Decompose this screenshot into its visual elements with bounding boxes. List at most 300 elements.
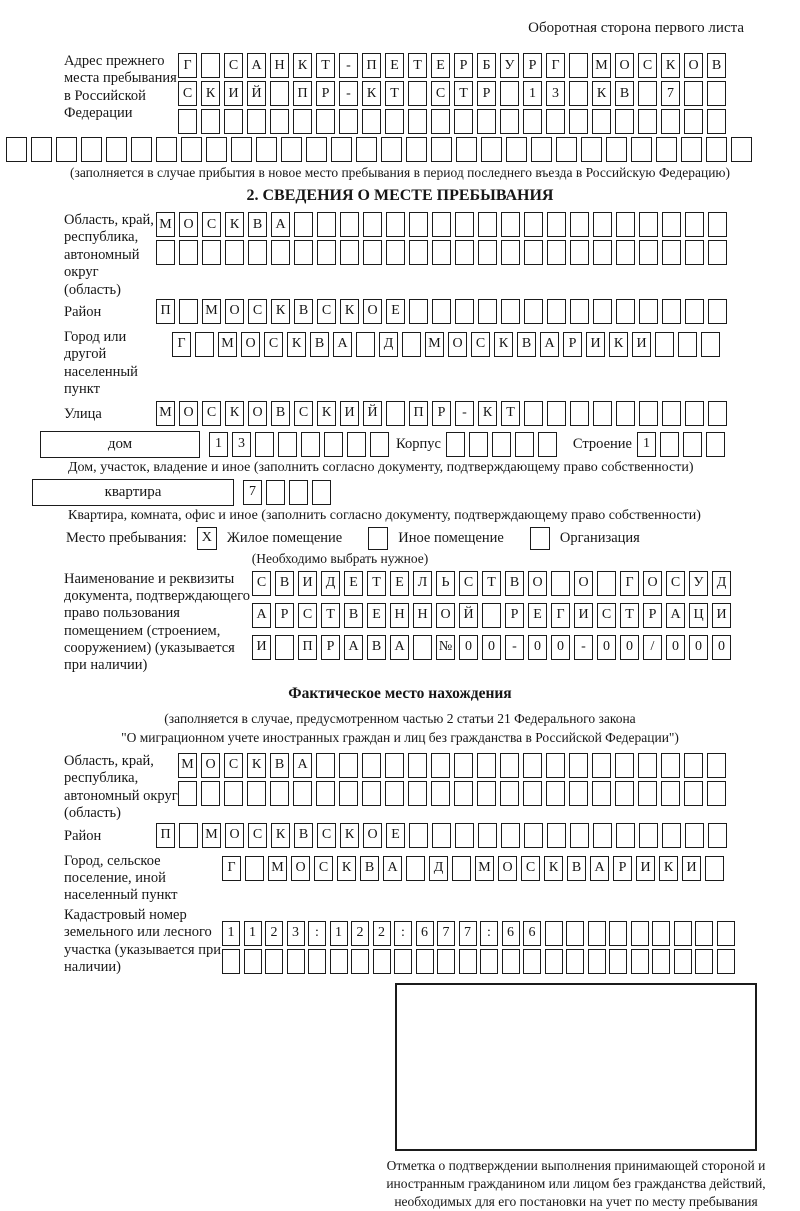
form-cell[interactable] (224, 781, 243, 806)
form-cell[interactable] (708, 823, 727, 848)
form-cell[interactable]: 0 (689, 635, 708, 660)
form-cell[interactable]: - (339, 53, 358, 78)
form-cell[interactable] (685, 823, 704, 848)
form-cell[interactable]: О (643, 571, 662, 596)
checkbox-organization[interactable] (530, 527, 550, 550)
form-cell[interactable] (570, 240, 589, 265)
form-cell[interactable]: : (480, 921, 498, 946)
form-cell[interactable] (431, 137, 452, 162)
form-cell[interactable] (381, 137, 402, 162)
form-cell[interactable] (706, 432, 725, 457)
form-cell[interactable] (294, 212, 313, 237)
form-cell[interactable] (501, 823, 520, 848)
form-cell[interactable] (266, 480, 285, 505)
form-cell[interactable]: 7 (661, 81, 680, 106)
form-cell[interactable] (524, 401, 543, 426)
form-cell[interactable]: Д (712, 571, 731, 596)
form-cell[interactable] (685, 212, 704, 237)
form-cell[interactable]: 1 (222, 921, 240, 946)
form-cell[interactable] (340, 212, 359, 237)
form-cell[interactable]: Р (454, 53, 473, 78)
form-cell[interactable]: К (271, 823, 290, 848)
form-cell[interactable] (408, 81, 427, 106)
form-cell[interactable] (708, 240, 727, 265)
form-cell[interactable] (362, 753, 381, 778)
form-cell[interactable] (502, 949, 520, 974)
form-cell[interactable] (500, 81, 519, 106)
form-cell[interactable]: Б (477, 53, 496, 78)
form-cell[interactable] (593, 299, 612, 324)
form-cell[interactable] (570, 823, 589, 848)
form-cell[interactable]: П (293, 81, 312, 106)
form-cell[interactable] (224, 109, 243, 134)
form-cell[interactable] (638, 109, 657, 134)
form-cell[interactable] (244, 949, 262, 974)
form-cell[interactable] (455, 299, 474, 324)
form-cell[interactable]: К (201, 81, 220, 106)
form-cell[interactable] (402, 332, 421, 357)
form-cell[interactable] (478, 299, 497, 324)
form-cell[interactable] (201, 53, 220, 78)
form-cell[interactable] (706, 137, 727, 162)
form-cell[interactable]: О (179, 212, 198, 237)
form-cell[interactable]: С (224, 53, 243, 78)
form-cell[interactable] (330, 949, 348, 974)
form-cell[interactable] (347, 432, 366, 457)
form-cell[interactable] (31, 137, 52, 162)
form-cell[interactable]: О (241, 332, 260, 357)
form-cell[interactable] (545, 949, 563, 974)
form-cell[interactable] (478, 823, 497, 848)
form-cell[interactable] (248, 240, 267, 265)
form-cell[interactable]: В (344, 603, 363, 628)
form-cell[interactable]: Н (270, 53, 289, 78)
form-cell[interactable]: В (517, 332, 536, 357)
form-cell[interactable] (456, 137, 477, 162)
form-cell[interactable]: А (383, 856, 402, 881)
form-cell[interactable] (707, 81, 726, 106)
form-cell[interactable] (616, 401, 635, 426)
form-cell[interactable]: В (271, 401, 290, 426)
form-cell[interactable]: Т (620, 603, 639, 628)
form-cell[interactable]: Н (413, 603, 432, 628)
form-cell[interactable] (631, 137, 652, 162)
form-cell[interactable] (547, 240, 566, 265)
form-cell[interactable]: А (540, 332, 559, 357)
form-cell[interactable] (247, 781, 266, 806)
form-cell[interactable] (662, 401, 681, 426)
form-cell[interactable] (409, 823, 428, 848)
form-cell[interactable] (655, 332, 674, 357)
form-cell[interactable] (351, 949, 369, 974)
form-cell[interactable] (717, 921, 735, 946)
form-cell[interactable] (482, 603, 501, 628)
form-cell[interactable] (308, 949, 326, 974)
form-cell[interactable] (478, 240, 497, 265)
form-cell[interactable] (662, 240, 681, 265)
form-cell[interactable] (202, 240, 221, 265)
form-cell[interactable]: Л (413, 571, 432, 596)
form-cell[interactable]: М (218, 332, 237, 357)
form-cell[interactable] (606, 137, 627, 162)
form-cell[interactable] (515, 432, 534, 457)
form-cell[interactable]: М (202, 823, 221, 848)
form-cell[interactable]: Е (431, 53, 450, 78)
form-cell[interactable] (270, 109, 289, 134)
form-cell[interactable]: А (271, 212, 290, 237)
form-cell[interactable] (459, 949, 477, 974)
form-cell[interactable] (707, 753, 726, 778)
form-cell[interactable] (570, 212, 589, 237)
form-cell[interactable]: И (298, 571, 317, 596)
form-cell[interactable] (316, 753, 335, 778)
form-cell[interactable]: К (478, 401, 497, 426)
form-cell[interactable] (222, 949, 240, 974)
form-cell[interactable] (317, 240, 336, 265)
form-cell[interactable]: № (436, 635, 455, 660)
form-cell[interactable]: Г (172, 332, 191, 357)
form-cell[interactable] (708, 299, 727, 324)
form-cell[interactable] (178, 781, 197, 806)
form-cell[interactable]: И (586, 332, 605, 357)
form-cell[interactable]: О (436, 603, 455, 628)
form-cell[interactable]: О (363, 299, 382, 324)
form-cell[interactable]: О (574, 571, 593, 596)
form-cell[interactable]: В (248, 212, 267, 237)
form-cell[interactable] (588, 949, 606, 974)
form-cell[interactable]: Т (482, 571, 501, 596)
form-cell[interactable] (270, 81, 289, 106)
form-cell[interactable] (523, 781, 542, 806)
form-cell[interactable] (477, 753, 496, 778)
form-cell[interactable] (500, 781, 519, 806)
form-cell[interactable]: К (544, 856, 563, 881)
form-cell[interactable] (566, 949, 584, 974)
form-cell[interactable]: Г (551, 603, 570, 628)
form-cell[interactable]: К (287, 332, 306, 357)
form-cell[interactable] (455, 212, 474, 237)
form-cell[interactable] (293, 781, 312, 806)
form-cell[interactable] (638, 753, 657, 778)
form-cell[interactable] (593, 240, 612, 265)
form-cell[interactable] (195, 332, 214, 357)
form-cell[interactable]: Й (459, 603, 478, 628)
form-cell[interactable]: 3 (546, 81, 565, 106)
form-cell[interactable] (593, 823, 612, 848)
form-cell[interactable] (452, 856, 471, 881)
form-cell[interactable]: 7 (243, 480, 262, 505)
form-cell[interactable] (662, 299, 681, 324)
form-cell[interactable] (386, 240, 405, 265)
checkbox-other-premises[interactable] (368, 527, 388, 550)
form-cell[interactable]: В (270, 753, 289, 778)
form-cell[interactable] (684, 781, 703, 806)
form-cell[interactable] (106, 137, 127, 162)
form-cell[interactable]: 0 (712, 635, 731, 660)
form-cell[interactable]: Н (390, 603, 409, 628)
form-cell[interactable] (289, 480, 308, 505)
form-cell[interactable] (551, 571, 570, 596)
form-cell[interactable]: И (636, 856, 655, 881)
form-cell[interactable] (306, 137, 327, 162)
form-cell[interactable]: А (344, 635, 363, 660)
form-cell[interactable] (547, 401, 566, 426)
form-cell[interactable]: Г (546, 53, 565, 78)
form-cell[interactable]: 2 (265, 921, 283, 946)
form-cell[interactable] (538, 432, 557, 457)
form-cell[interactable]: 3 (287, 921, 305, 946)
form-cell[interactable]: М (178, 753, 197, 778)
house-field-box[interactable]: дом (40, 431, 200, 458)
form-cell[interactable] (480, 949, 498, 974)
apartment-field-box[interactable]: квартира (32, 479, 234, 506)
form-cell[interactable] (501, 299, 520, 324)
form-cell[interactable]: К (494, 332, 513, 357)
form-cell[interactable]: С (224, 753, 243, 778)
form-cell[interactable]: 0 (620, 635, 639, 660)
form-cell[interactable]: А (390, 635, 409, 660)
form-cell[interactable] (662, 212, 681, 237)
form-cell[interactable]: Е (385, 53, 404, 78)
form-cell[interactable]: В (275, 571, 294, 596)
form-cell[interactable] (6, 137, 27, 162)
form-cell[interactable]: 7 (459, 921, 477, 946)
form-cell[interactable]: О (615, 53, 634, 78)
form-cell[interactable]: С (248, 299, 267, 324)
form-cell[interactable] (569, 781, 588, 806)
form-cell[interactable] (684, 753, 703, 778)
form-cell[interactable]: Е (386, 823, 405, 848)
form-cell[interactable] (331, 137, 352, 162)
form-cell[interactable]: П (156, 299, 175, 324)
form-cell[interactable]: О (225, 299, 244, 324)
form-cell[interactable]: Р (316, 81, 335, 106)
form-cell[interactable] (281, 137, 302, 162)
form-cell[interactable] (616, 299, 635, 324)
form-cell[interactable]: Р (613, 856, 632, 881)
form-cell[interactable]: М (592, 53, 611, 78)
form-cell[interactable]: В (707, 53, 726, 78)
form-cell[interactable] (363, 212, 382, 237)
form-cell[interactable]: О (363, 823, 382, 848)
form-cell[interactable]: 1 (244, 921, 262, 946)
form-cell[interactable]: К (362, 81, 381, 106)
form-cell[interactable] (179, 823, 198, 848)
form-cell[interactable]: П (156, 823, 175, 848)
form-cell[interactable] (317, 212, 336, 237)
form-cell[interactable]: Г (178, 53, 197, 78)
form-cell[interactable] (431, 109, 450, 134)
form-cell[interactable] (615, 753, 634, 778)
form-cell[interactable] (609, 921, 627, 946)
form-cell[interactable]: К (317, 401, 336, 426)
form-cell[interactable]: В (310, 332, 329, 357)
form-cell[interactable]: Р (432, 401, 451, 426)
form-cell[interactable]: В (360, 856, 379, 881)
form-cell[interactable] (661, 109, 680, 134)
form-cell[interactable]: - (455, 401, 474, 426)
form-cell[interactable]: К (293, 53, 312, 78)
form-cell[interactable]: 0 (666, 635, 685, 660)
form-cell[interactable]: К (337, 856, 356, 881)
form-cell[interactable]: 0 (551, 635, 570, 660)
form-cell[interactable] (201, 109, 220, 134)
form-cell[interactable] (406, 856, 425, 881)
form-cell[interactable]: С (252, 571, 271, 596)
form-cell[interactable] (588, 921, 606, 946)
form-cell[interactable] (717, 949, 735, 974)
form-cell[interactable] (569, 109, 588, 134)
form-cell[interactable]: 0 (482, 635, 501, 660)
form-cell[interactable] (592, 753, 611, 778)
form-cell[interactable]: К (340, 823, 359, 848)
form-cell[interactable] (481, 137, 502, 162)
form-cell[interactable]: К (340, 299, 359, 324)
form-cell[interactable]: О (179, 401, 198, 426)
form-cell[interactable] (592, 109, 611, 134)
form-cell[interactable]: О (248, 401, 267, 426)
form-cell[interactable]: А (590, 856, 609, 881)
form-cell[interactable] (656, 137, 677, 162)
form-cell[interactable] (593, 212, 612, 237)
form-cell[interactable]: И (224, 81, 243, 106)
form-cell[interactable] (406, 137, 427, 162)
form-cell[interactable] (339, 753, 358, 778)
form-cell[interactable]: А (247, 53, 266, 78)
form-cell[interactable] (370, 432, 389, 457)
form-cell[interactable] (477, 781, 496, 806)
form-cell[interactable] (547, 299, 566, 324)
form-cell[interactable] (681, 137, 702, 162)
form-cell[interactable]: С (202, 401, 221, 426)
form-cell[interactable]: К (225, 212, 244, 237)
form-cell[interactable] (506, 137, 527, 162)
form-cell[interactable]: 1 (637, 432, 656, 457)
form-cell[interactable]: Т (385, 81, 404, 106)
form-cell[interactable]: Е (386, 299, 405, 324)
form-cell[interactable]: - (574, 635, 593, 660)
form-cell[interactable]: К (609, 332, 628, 357)
form-cell[interactable] (454, 753, 473, 778)
form-cell[interactable] (413, 635, 432, 660)
form-cell[interactable]: М (425, 332, 444, 357)
form-cell[interactable]: 0 (528, 635, 547, 660)
form-cell[interactable] (524, 212, 543, 237)
form-cell[interactable] (432, 823, 451, 848)
form-cell[interactable]: Р (505, 603, 524, 628)
form-cell[interactable] (707, 781, 726, 806)
form-cell[interactable] (247, 109, 266, 134)
form-cell[interactable]: У (689, 571, 708, 596)
form-cell[interactable]: М (156, 401, 175, 426)
form-cell[interactable]: 1 (330, 921, 348, 946)
form-cell[interactable] (609, 949, 627, 974)
form-cell[interactable]: Т (367, 571, 386, 596)
form-cell[interactable] (339, 109, 358, 134)
form-cell[interactable] (523, 109, 542, 134)
form-cell[interactable]: Е (390, 571, 409, 596)
form-cell[interactable]: В (567, 856, 586, 881)
form-cell[interactable] (547, 823, 566, 848)
form-cell[interactable] (581, 137, 602, 162)
form-cell[interactable] (524, 823, 543, 848)
form-cell[interactable] (674, 921, 692, 946)
form-cell[interactable]: У (500, 53, 519, 78)
form-cell[interactable] (638, 781, 657, 806)
form-cell[interactable] (546, 781, 565, 806)
form-cell[interactable]: - (339, 81, 358, 106)
form-cell[interactable] (271, 240, 290, 265)
form-cell[interactable] (356, 332, 375, 357)
form-cell[interactable]: Е (367, 603, 386, 628)
form-cell[interactable]: К (661, 53, 680, 78)
form-cell[interactable]: С (471, 332, 490, 357)
form-cell[interactable] (339, 781, 358, 806)
form-cell[interactable] (639, 299, 658, 324)
form-cell[interactable]: 7 (437, 921, 455, 946)
form-cell[interactable]: Е (528, 603, 547, 628)
form-cell[interactable] (245, 856, 264, 881)
form-cell[interactable] (678, 332, 697, 357)
form-cell[interactable] (316, 109, 335, 134)
form-cell[interactable]: С (666, 571, 685, 596)
form-cell[interactable] (492, 432, 511, 457)
form-cell[interactable] (631, 921, 649, 946)
form-cell[interactable]: 6 (523, 921, 541, 946)
form-cell[interactable]: : (308, 921, 326, 946)
form-cell[interactable]: О (498, 856, 517, 881)
form-cell[interactable] (469, 432, 488, 457)
form-cell[interactable]: С (317, 823, 336, 848)
form-cell[interactable]: Ь (436, 571, 455, 596)
form-cell[interactable]: О (225, 823, 244, 848)
form-cell[interactable] (708, 212, 727, 237)
form-cell[interactable] (569, 753, 588, 778)
form-cell[interactable] (684, 109, 703, 134)
form-cell[interactable] (501, 240, 520, 265)
form-cell[interactable]: 1 (209, 432, 228, 457)
form-cell[interactable] (616, 240, 635, 265)
form-cell[interactable] (409, 212, 428, 237)
form-cell[interactable] (661, 781, 680, 806)
form-cell[interactable] (225, 240, 244, 265)
form-cell[interactable]: О (684, 53, 703, 78)
form-cell[interactable]: С (202, 212, 221, 237)
form-cell[interactable] (707, 109, 726, 134)
form-cell[interactable]: И (632, 332, 651, 357)
form-cell[interactable] (385, 753, 404, 778)
form-cell[interactable] (301, 432, 320, 457)
form-cell[interactable]: 0 (597, 635, 616, 660)
form-cell[interactable] (662, 823, 681, 848)
form-cell[interactable] (408, 753, 427, 778)
form-cell[interactable] (394, 949, 412, 974)
form-cell[interactable] (256, 137, 277, 162)
form-cell[interactable]: И (682, 856, 701, 881)
form-cell[interactable] (179, 299, 198, 324)
form-cell[interactable]: Р (523, 53, 542, 78)
form-cell[interactable]: М (475, 856, 494, 881)
form-cell[interactable]: С (521, 856, 540, 881)
form-cell[interactable] (206, 137, 227, 162)
form-cell[interactable]: И (574, 603, 593, 628)
form-cell[interactable]: 1 (523, 81, 542, 106)
form-cell[interactable] (652, 949, 670, 974)
form-cell[interactable]: В (294, 823, 313, 848)
form-cell[interactable] (316, 781, 335, 806)
form-cell[interactable] (652, 921, 670, 946)
form-cell[interactable] (570, 299, 589, 324)
